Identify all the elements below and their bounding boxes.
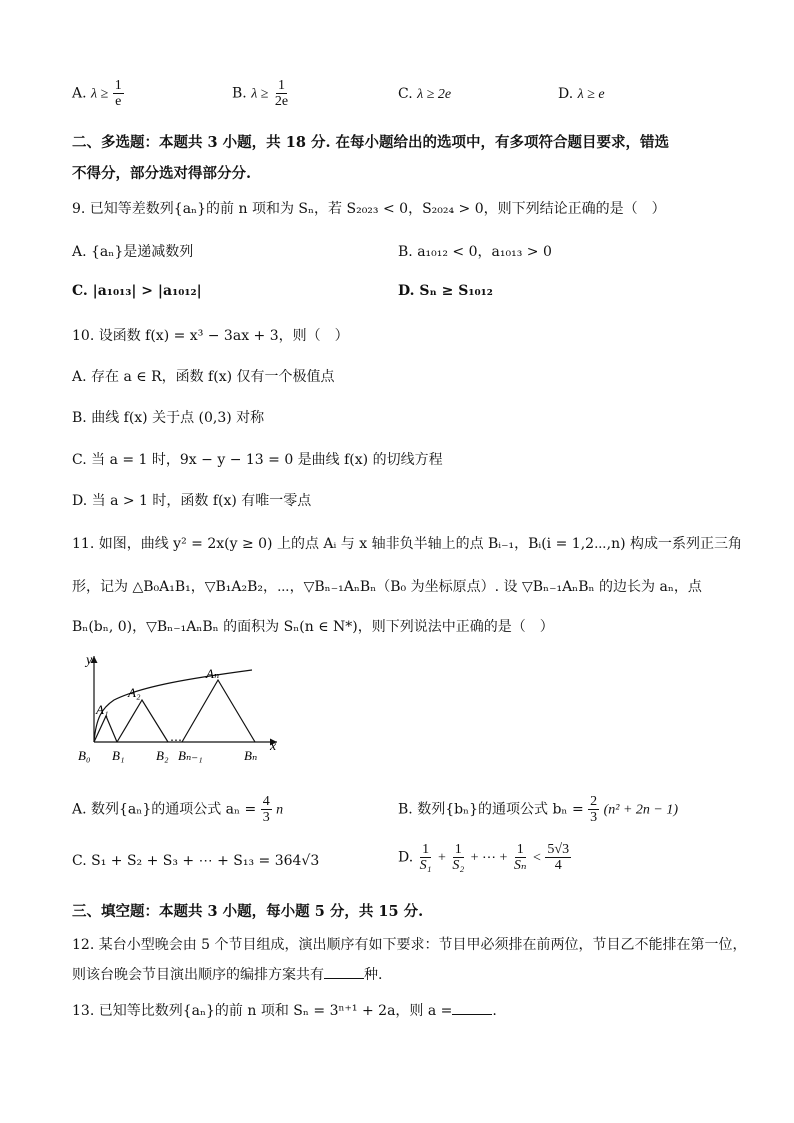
question-12-line2 xyxy=(72,964,382,984)
fraction: $\frac{1}{\text{Sₙ}}$ xyxy=(513,842,527,873)
option-c-q8[interactable] xyxy=(398,86,451,103)
option-c-q11[interactable]: C. S₁ + S₂ + S₃ + ⋯ + S₁₃ = 364√3 xyxy=(72,853,320,869)
curve xyxy=(94,670,252,742)
triangle-1 xyxy=(94,716,117,742)
question-11-stem-line2: 形，记为 △B₀A₁B₁，▽B₁A₂B₂，⋯，▽Bₙ₋₁AₙBₙ（B₀ 为坐标原点）. 设 ▽Bₙ₋₁AₙBₙ 的边长为 aₙ，点 xyxy=(72,579,702,595)
label-bn-1: Bₙ₋₁ xyxy=(178,748,203,763)
option-d-q10[interactable]: D. 当 a > 1 时，函数 f(x) 有唯一零点 xyxy=(72,493,312,509)
fraction: $\frac{4}{3}$ xyxy=(262,794,270,825)
y-axis-label: y xyxy=(86,653,93,668)
section-heading: 二、多选题：本题共 3 小题，共 18 分. 在每小题给出的选项中，有多项符合题目要求，错选 xyxy=(72,134,670,151)
question-9-stem: 9. 已知等差数列{aₙ}的前 n 项和为 Sₙ，若 S₂₀₂₃ < 0，S₂₀₂₄ > 0，则下列结论正确的是（ ） xyxy=(72,201,666,217)
label-b2: B₂ xyxy=(156,748,169,763)
question-12-line1: 12. 某台小型晚会由 5 个节目组成，演出顺序有如下要求：节目甲必须排在前两位，节目乙不能排在第一位， xyxy=(72,937,747,953)
ellipsis-plus: + ⋯ + xyxy=(470,850,508,866)
section-heading: 三、填空题：本题共 3 小题，每小题 5 分，共 15 分. xyxy=(72,903,424,920)
fraction: $\frac{1}{e}$ xyxy=(114,78,122,109)
option-label: C. xyxy=(398,86,413,102)
option-label: D. xyxy=(558,86,574,102)
answer-blank[interactable] xyxy=(452,1002,492,1015)
label-a2: A₂ xyxy=(128,685,141,700)
label-bn: Bₙ xyxy=(244,748,258,763)
option-expr: λ ≥ xyxy=(251,86,269,102)
fraction: $\frac{1}{2e}$ xyxy=(274,78,289,109)
question-text: 则该台晚会节目演出顺序的编排方案共有 xyxy=(72,967,324,983)
option-b-q10[interactable]: B. 曲线 f(x) 关于点 (0,3) 对称 xyxy=(72,410,265,426)
label-b1: B₁ xyxy=(112,748,125,763)
section-heading-cont: 不得分，部分选对得部分分. xyxy=(72,165,252,182)
fraction: $\frac{5√3}{4}$ xyxy=(547,842,570,873)
option-a-q11[interactable] xyxy=(72,794,283,825)
option-text-post: n xyxy=(276,802,284,818)
less-than: < xyxy=(533,850,541,866)
answer-blank[interactable] xyxy=(324,966,364,979)
label-b0: B₀ xyxy=(78,748,91,763)
option-label: B. xyxy=(232,85,247,102)
option-c-q9[interactable]: C. |a₁₀₁₃| > |a₁₀₁₂| xyxy=(72,283,202,299)
option-text: B. 数列{bₙ}的通项公式 bₙ = xyxy=(398,801,584,818)
option-d-q9[interactable]: D. Sₙ ≥ S₁₀₁₂ xyxy=(398,283,493,299)
option-text-post: (n² + 2n − 1) xyxy=(603,802,678,818)
label-dots: ⋯ xyxy=(170,733,182,747)
option-label: D. xyxy=(398,849,414,866)
option-b-q8[interactable] xyxy=(232,78,290,109)
label-an: Aₙ xyxy=(206,666,220,681)
option-expr: λ ≥ xyxy=(91,86,109,102)
equilateral-triangles-figure xyxy=(72,648,292,768)
option-c-q10[interactable]: C. 当 a = 1 时，9x − y − 13 = 0 是曲线 f(x) 的切线方程 xyxy=(72,452,443,468)
option-expr: λ ≥ e xyxy=(577,87,605,102)
x-axis-label: x xyxy=(270,739,277,754)
option-d-q8[interactable] xyxy=(558,86,605,103)
question-text: 13. 已知等比数列{aₙ}的前 n 项和 Sₙ = 3ⁿ⁺¹ + 2a，则 a = xyxy=(72,1003,453,1019)
option-a-q10[interactable]: A. 存在 a ∈ R，函数 f(x) 仅有一个极值点 xyxy=(72,369,335,385)
question-10-stem: 10. 设函数 f(x) = x³ − 3ax + 3，则（ ） xyxy=(72,328,349,344)
fraction: $\frac{1}{\text{S₁}}$ xyxy=(419,842,432,873)
option-d-q11[interactable]: D. $\frac{1}{\text{S₁}}$ + $\frac{1}{\text{S₂}}$ + ⋯ + $\frac{1}{\text{Sₙ}}$ < $\frac{5√3}{4}$ xyxy=(398,842,570,873)
question-11-stem-line1: 11. 如图，曲线 y² = 2x(y ≥ 0) 上的点 Aᵢ 与 x 轴非负半轴上的点 Bᵢ₋₁，Bᵢ(i = 1,2⋯,n) 构成一系列正三角 xyxy=(72,536,743,552)
option-b-q11[interactable] xyxy=(398,794,678,825)
fraction: $\frac{2}{3}$ xyxy=(590,794,598,825)
option-expr: λ ≥ 2e xyxy=(417,87,452,102)
option-text: A. 数列{aₙ}的通项公式 aₙ = xyxy=(72,801,257,818)
triangle-2 xyxy=(117,700,168,742)
question-text-post: 种. xyxy=(364,967,383,983)
question-text-post: . xyxy=(492,1003,497,1019)
triangle-n xyxy=(182,680,255,742)
fraction: $\frac{1}{\text{S₂}}$ xyxy=(452,842,465,873)
question-11-stem-line3: Bₙ(bₙ, 0)，▽Bₙ₋₁AₙBₙ 的面积为 Sₙ(n ∈ N*)，则下列说法中正确的是（ ） xyxy=(72,619,554,635)
option-label: A. xyxy=(72,85,87,102)
option-a-q9[interactable]: A. {aₙ}是递减数列 xyxy=(72,244,194,260)
label-a1: A₁ xyxy=(96,702,109,717)
option-b-q9[interactable]: B. a₁₀₁₂ < 0，a₁₀₁₃ > 0 xyxy=(398,244,552,260)
question-13 xyxy=(72,1000,497,1020)
option-a-q8[interactable] xyxy=(72,78,124,109)
